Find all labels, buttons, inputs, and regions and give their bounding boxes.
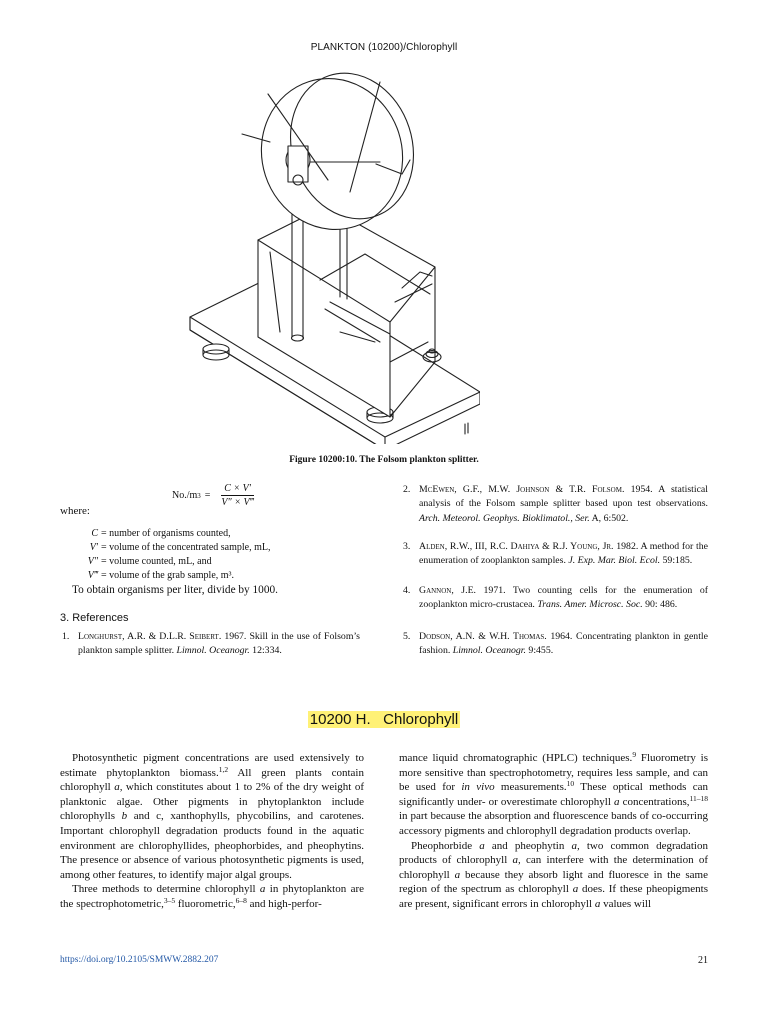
formula-denominator: V″ × V‴ [221,497,254,508]
reference-journal: J. Exp. Mar. Biol. Ecol. [568,555,661,567]
section-title [0,711,768,729]
doi-link[interactable]: https://doi.org/10.2105/SMWW.2882.207 [60,955,219,965]
formula-lhs: No./m [172,490,198,501]
reference-number: 5. [403,631,411,642]
page-number: 21 [698,955,708,966]
references-heading: 3. References [60,612,129,624]
reference-journal: Limnol. Oceanogr. [176,645,250,657]
definition-text: = volume of the concentrated sample, mL, [101,542,271,553]
reference-item [403,584,708,613]
reference-item [62,630,360,659]
formula-equals: = [204,490,211,501]
reference-item [403,540,708,569]
reference-text: 1964. Concentrating plankton in gentle fashion. [419,631,708,657]
definition-text: = number of organisms counted, [101,528,231,539]
figure-caption: Figure 10200:10. The Folsom plankton splitter. [289,455,479,465]
reference-item [403,630,708,659]
reference-text: 1982. A method for the enumeration of zooplankton samples. [419,541,708,567]
reference-journal: Arch. Meteorol. Geophys. Bioklimatol., Ser. [419,512,590,524]
reference-item [403,483,708,526]
reference-text: 1971. Two counting cells for the enumeration of zooplankton micro-crustacea. [419,585,708,611]
definition-symbol: V″ [87,556,98,567]
reference-text: 1954. A statistical analysis of the Folsom sample splitter based upon test observations. [419,484,708,510]
reference-number: 2. [403,484,411,495]
reference-citation: A, 6:502. [589,512,629,524]
body-left-column [60,751,364,912]
formula-lhs-exponent: 3 [197,491,201,500]
running-head: PLANKTON (10200)/Chlorophyll [310,42,458,53]
reference-citation: 59:185. [660,555,693,567]
reference-journal: Trans. Amer. Microsc. Soc. [537,599,643,611]
reference-number: 1. [62,631,70,642]
section-title-text: 10200 H. Chlorophyll [309,711,459,728]
definition-symbol: C [91,528,98,539]
reference-authors: Alden, R.W., III, R.C. Dahiya & R.J. Young, Jr. [419,541,614,552]
formula-fraction [218,483,256,508]
paragraph: Pheophorbide a and pheophytin a, two common degradation products of chlorophyll a, can interfere with the determination of chlorophyll a because they absorb light and fluoresce in the same region of the spectrum as chlorophyll a does. If these pheopigments are present, significant errors in chlorophyll a values will [399,839,709,910]
definition-text: = volume counted, mL, and [101,556,212,567]
reference-authors: Longhurst, A.R. & D.L.R. Seibert. [78,631,222,642]
definition-row [60,541,360,555]
reference-number: 4. [403,585,411,596]
body-right-column [399,751,708,912]
paragraph: mance liquid chromatographic (HPLC) techniques.$^9$ Fluorometry is more sensitive than spectrophotometry, requires less sample, and can be used for in vivo measurements.$^{10}$ These optical methods can significantly under- or overestimate chlorophyll a concentrations,$^{11-18}$ in part because the absorption and fluorescence bands of co-occurring accessory pigments and chlorophyll degradation products overlap. [399,750,708,837]
reference-number: 3. [403,541,411,552]
reference-journal: Limnol. Oceanogr. [452,645,526,657]
formula-numerator: C × V′ [221,483,254,496]
reference-text: 1967. Skill in the use of Folsom’s plankton sample splitter. [78,631,360,657]
reference-authors: Gannon, J.E. [419,585,477,596]
variable-definitions [60,527,360,583]
definition-symbol: V′ [89,542,98,553]
definition-row [60,555,360,569]
reference-authors: Dodson, A.N. & W.H. Thomas. [419,631,547,642]
definition-text: = volume of the grab sample, m³. [101,570,235,581]
where-label: where: [60,505,90,517]
paragraph: Three methods to determine chlorophyll a in phytoplankton are the spectrophotometric,$^{3-5}$ fluorometric,$^{6-8}$ and high-perfor- [60,883,364,910]
paragraph: Photosynthetic pigment concentrations are used extensively to estimate phytoplankton biomass.$^{1,2}$ All green plants contain chlorophyll a, which constitutes about 1 to 2% of the dry weight of planktonic algae. Other pigments in phytoplankton include chlorophylls b and c, xanthophylls, phycobilins, and carotenes. Important chlorophyll degradation products found in the aquatic environment are chlorophyllides, pheophorbides, and pheophytins. The presence or absence of various photosynthetic pigments is used, among other features, to identify major algal groups. [60,752,364,881]
definition-row [60,569,360,583]
folsom-splitter-figure [180,62,480,444]
definition-symbol: V‴ [87,570,98,581]
definition-row [60,527,360,541]
formula [172,483,257,508]
conversion-note: To obtain organisms per liter, divide by 1000. [72,584,278,596]
reference-citation: 9:455. [525,645,554,657]
reference-citation: 12:334. [249,645,282,657]
reference-citation: 90: 486. [642,599,678,611]
reference-authors: McEwen, G.F., M.W. Johnson & T.R. Folsom. [419,484,625,495]
